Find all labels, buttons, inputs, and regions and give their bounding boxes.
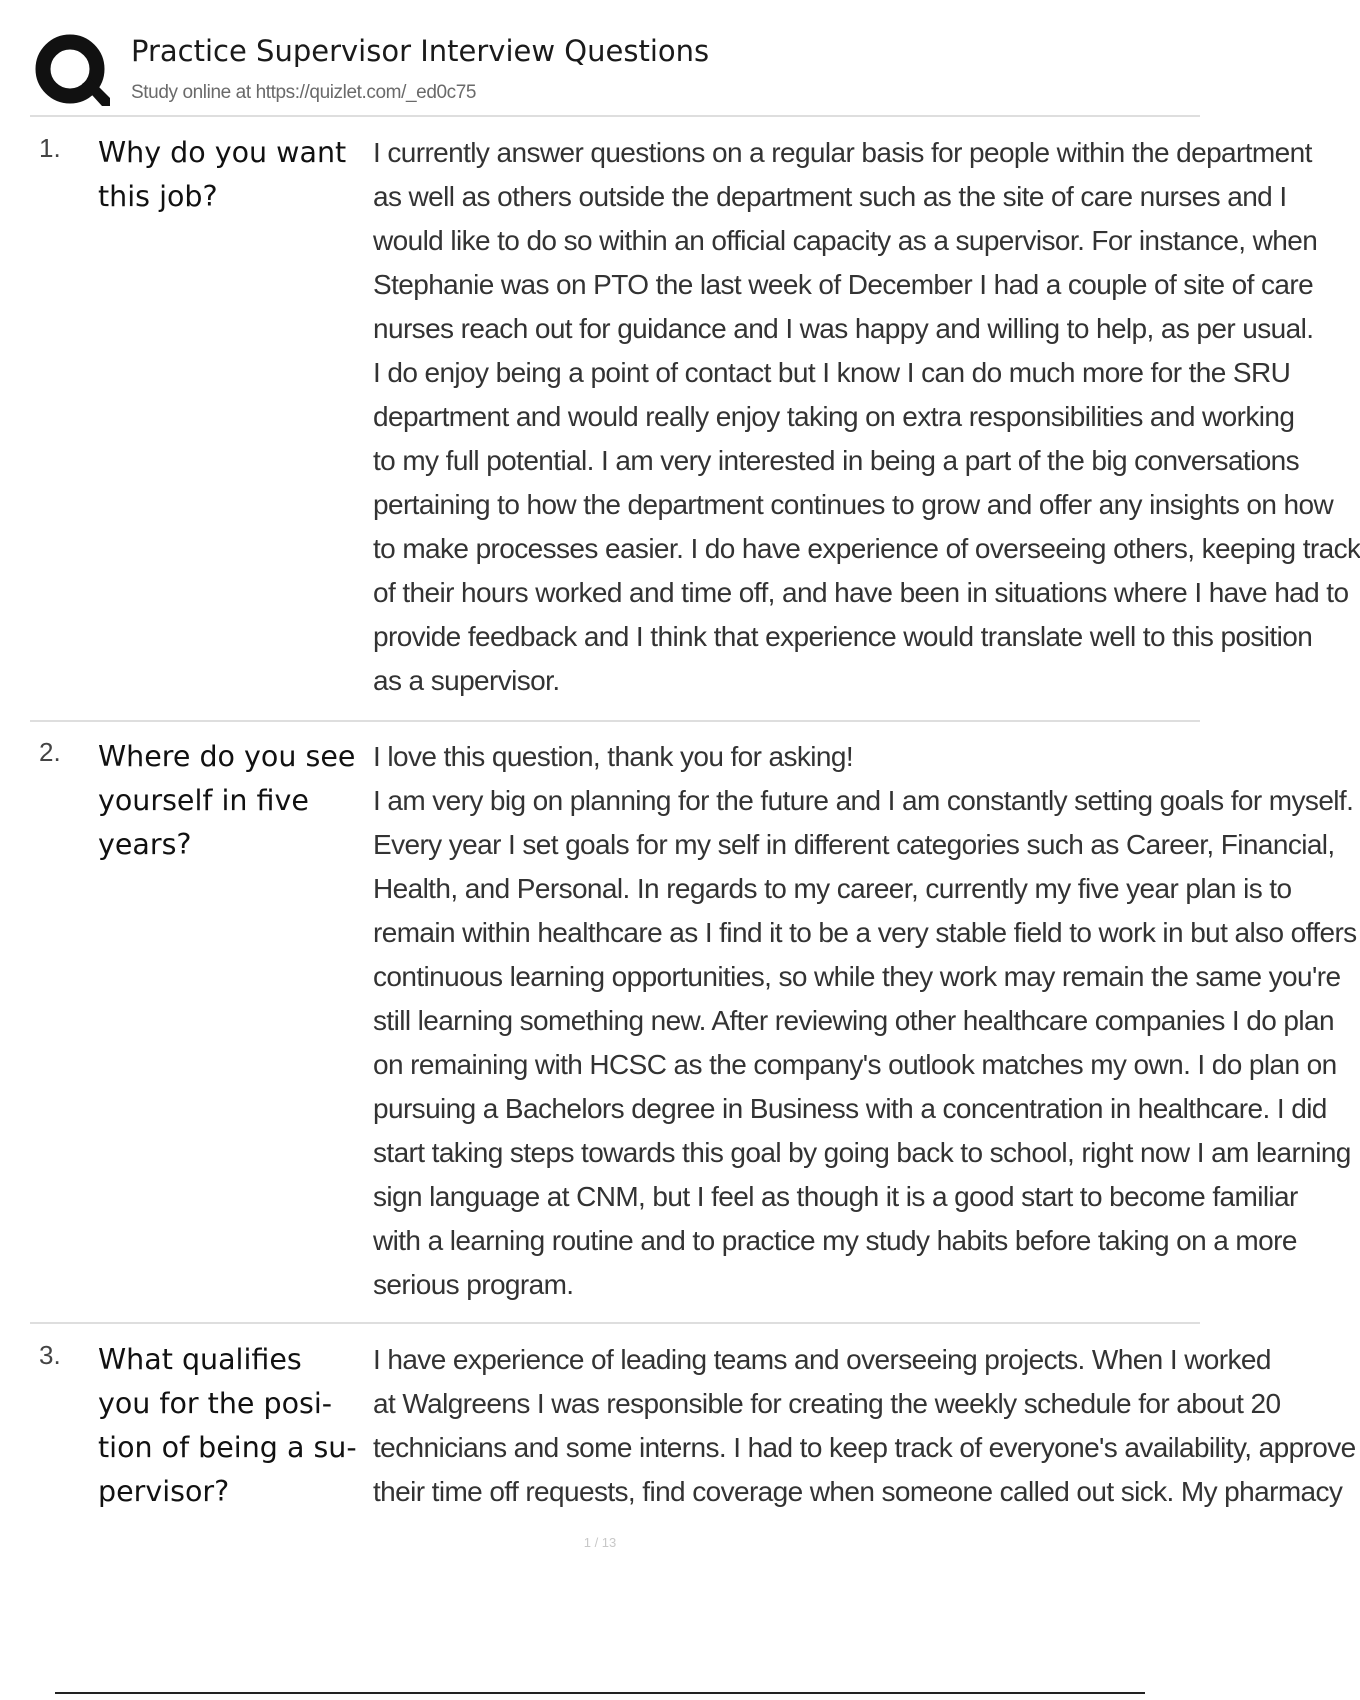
question-line: What qualifies (98, 1343, 302, 1376)
answer-line: would like to do so within an official capacity as a supervisor. For instance, when (373, 225, 1318, 256)
question-line: you for the posi- (98, 1387, 333, 1420)
answer-text (373, 131, 1360, 703)
answer-line: start taking steps towards this goal by going back to school, right now I am learning (373, 1137, 1351, 1168)
qa-divider (30, 720, 1200, 722)
answer-line: their time off requests, find coverage when someone called out sick. My pharmacy (373, 1476, 1343, 1507)
quizlet-q-logo-icon (32, 32, 112, 112)
question-line: this job? (98, 180, 218, 213)
answer-line: I currently answer questions on a regular basis for people within the department (373, 137, 1312, 168)
question-number: 1. (39, 133, 61, 163)
question-text (98, 1338, 398, 1514)
answer-line: to my full potential. I am very interested in being a part of the big conversations (373, 445, 1300, 476)
answer-text (373, 735, 1357, 1307)
answer-line: technicians and some interns. I had to keep track of everyone's availability, approve (373, 1432, 1356, 1463)
answer-line: as a supervisor. (373, 665, 560, 696)
answer-line: of their hours worked and time off, and have been in situations where I have had to (373, 577, 1349, 608)
answer-line: remain within healthcare as I find it to be a very stable field to work in but also offers (373, 917, 1357, 948)
page-number: 1 / 13 (583, 1535, 617, 1550)
question-line: Why do you want (98, 136, 347, 169)
question-number: 3. (39, 1340, 61, 1370)
bottom-rule (55, 1692, 1145, 1694)
answer-line: department and would really enjoy taking on extra responsibilities and working (373, 401, 1295, 432)
answer-line: Every year I set goals for my self in different categories such as Career, Financial, (373, 829, 1335, 860)
question-text (98, 131, 398, 219)
answer-line: I am very big on planning for the future and I am constantly setting goals for myself. (373, 785, 1354, 816)
question-line: years? (98, 828, 192, 861)
document-header (30, 30, 1190, 114)
answer-line: serious program. (373, 1269, 574, 1300)
question-line: yourself in five (98, 784, 309, 817)
answer-line: sign language at CNM, but I feel as though it is a good start to become familiar (373, 1181, 1298, 1212)
answer-line: with a learning routine and to practice my study habits before taking on a more (373, 1225, 1297, 1256)
question-line: tion of being a su- (98, 1431, 357, 1464)
answer-line: provide feedback and I think that experience would translate well to this position (373, 621, 1313, 652)
answer-line: Health, and Personal. In regards to my career, currently my five year plan is to (373, 873, 1292, 904)
header-divider (30, 115, 1200, 117)
question-number: 2. (39, 737, 61, 767)
answer-line: pertaining to how the department continues to grow and offer any insights on how (373, 489, 1334, 520)
answer-line: I have experience of leading teams and overseeing projects. When I worked (373, 1344, 1271, 1375)
question-text (98, 735, 398, 867)
answer-line: as well as others outside the department such as the site of care nurses and I (373, 181, 1287, 212)
answer-text (373, 1338, 1356, 1514)
question-line: pervisor? (98, 1475, 230, 1508)
answer-line: nurses reach out for guidance and I was happy and willing to help, as per usual. (373, 313, 1314, 344)
document-title: Practice Supervisor Interview Questions (131, 34, 710, 68)
question-line: Where do you see (98, 740, 356, 773)
qa-divider (30, 1322, 1200, 1324)
answer-line: at Walgreens I was responsible for creating the weekly schedule for about 20 (373, 1388, 1281, 1419)
answer-line: I do enjoy being a point of contact but I know I can do much more for the SRU (373, 357, 1291, 388)
answer-line: Stephanie was on PTO the last week of December I had a couple of site of care (373, 269, 1314, 300)
answer-line: I love this question, thank you for asking! (373, 741, 854, 772)
study-online-link[interactable]: Study online at https://quizlet.com/_ed0c75 (131, 82, 477, 103)
answer-line: continuous learning opportunities, so while they work may remain the same you're (373, 961, 1341, 992)
answer-line: pursuing a Bachelors degree in Business with a concentration in healthcare. I did (373, 1093, 1327, 1124)
answer-line: on remaining with HCSC as the company's outlook matches my own. I do plan on (373, 1049, 1337, 1080)
answer-line: still learning something new. After reviewing other healthcare companies I do plan (373, 1005, 1334, 1036)
answer-line: to make processes easier. I do have experience of overseeing others, keeping track (373, 533, 1360, 564)
